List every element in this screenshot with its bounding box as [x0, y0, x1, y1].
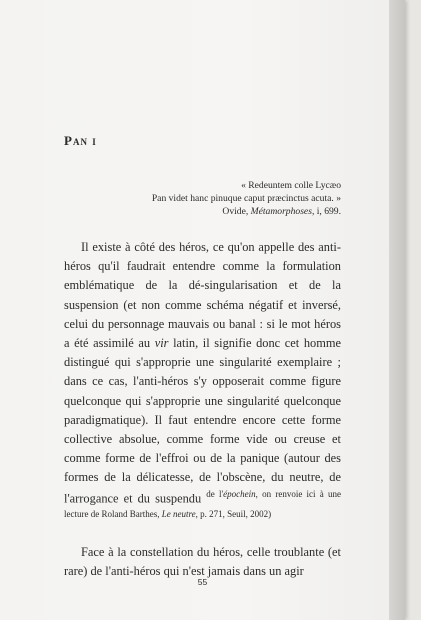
epigraph-line-1: « Redeuntem colle Lycæo [241, 180, 341, 191]
page-number: 55 [197, 577, 208, 587]
note-part-b: , on renvoie ici à une lecture de Roland Barthes, [64, 488, 341, 520]
note-part-a: de l' [206, 488, 224, 499]
epigraph-line-2: Pan videt hanc pinuque caput præcinctus acuta. » [151, 192, 341, 204]
note-work-title: Le neutre [161, 509, 196, 520]
chapter-title: Pan i [64, 133, 97, 148]
paragraph-1-part-b: latin, il signifie donc cet homme distingué qui s'approprie une singularité exemplaire ; dans ce cas, l'anti-héros s'y opposerait comme figure quelconque qui s'approprie une singularité quelconque paradigmatique). Il faut entendre encore cette forme collective absolue, comme forme vide ou creuse et comme forme de l'effroi ou de la panique (autour des formes de la délicatesse, de l'obscène, du neutre, de l'arrogance et du suspendu [64, 336, 342, 506]
paragraph-1-part-a: Il existe à côté des héros, ce qu'on appelle des anti-héros qu'il faudrait entendre comme la formulation emblématique de la dé-singularisation et de la suspension (et non comme schéma négatif et inversé, celui du personnage mauvais ou banal : si le mot héros a été assimilé au [64, 240, 341, 351]
paragraph-1 [64, 238, 341, 529]
epigraph-source [152, 206, 341, 219]
epigraph-work: Métamorphoses [250, 205, 312, 217]
epigraph-ref: , i, 699. [311, 205, 341, 217]
body-text [64, 238, 341, 581]
epigraph-author: Ovide, [222, 205, 251, 217]
note-term-epochein: épochein [223, 488, 256, 499]
latin-word-vir: vir [154, 336, 169, 351]
epigraph [152, 180, 341, 218]
page-edge [389, 0, 405, 620]
paragraph-2: Face à la constellation du héros, celle troublante (et rare) de l'anti-héros qui n'est jamais dans un agir [64, 544, 341, 579]
note-part-c: , p. 271, Seuil, 2002) [195, 509, 272, 520]
